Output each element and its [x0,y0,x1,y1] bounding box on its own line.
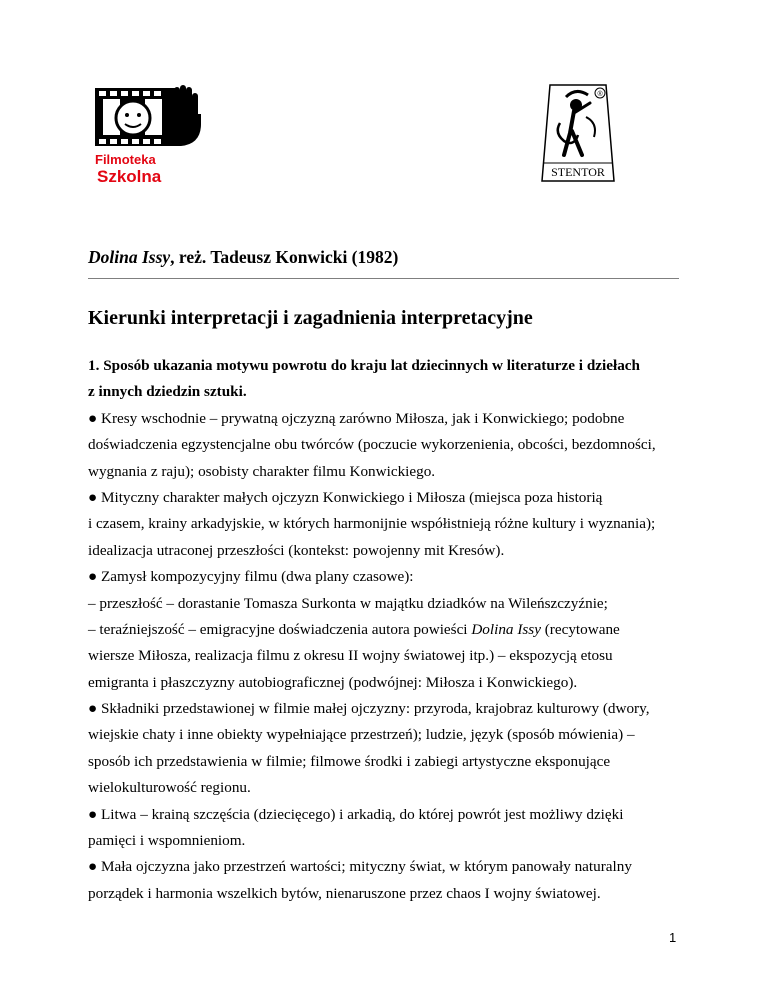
body-line: idealizacja utraconej przeszłości (kontekst: powojenny mit Kresów). [88,541,505,559]
filmoteka-szkolna-logo [93,84,205,192]
body-text: – teraźniejszość – emigracyjne doświadczenia autora powieści [88,620,472,638]
body-line: emigranta i płaszczyzny autobiograficznej (podwójnej: Miłosza i Konwickiego). [88,673,578,691]
body-line: doświadczenia egzystencjalne obu twórców (poczucie wykorzenienia, obcości, bezdomności, [88,436,656,454]
film-reel-hand-icon [93,84,205,192]
point-1-heading: 1. Sposób ukazania motywu powrotu do kraju lat dziecinnych w literaturze i dziełach [88,357,640,374]
body-line: ● Litwa – krainą szczęścia (dziecięcego) i arkadią, do której powrót jest możliwy dzięki [88,805,624,823]
film-director-year: , reż. Tadeusz Konwicki (1982) [170,247,399,267]
stentor-herald-icon [536,83,620,183]
body-line: sposób ich przedstawienia w filmie; filmowe środki i zabiegi artystyczne eksponujące [88,752,611,770]
body-line: ● Mityczny charakter małych ojczyzn Konwickiego i Miłosza (miejsca poza historią [88,488,603,506]
body-line: ● Kresy wschodnie – prywatną ojczyzną zarówno Miłosza, jak i Konwickiego; podobne [88,409,625,427]
document-body [88,353,680,907]
film-title: Dolina Issy [88,247,171,267]
body-line: porządek i harmonia wszelkich bytów, nienaruszone przez chaos I wojny światowej. [88,884,601,902]
body-line: ● Składniki przedstawionej w filmie małej ojczyzny: przyroda, krajobraz kulturowy (dwory, [88,700,650,718]
page-number: 1 [669,930,677,945]
body-line: – przeszłość – dorastanie Tomasza Surkonta w majątku dziadków na Wileńszczyźnie; [88,594,608,612]
logo-text-szkolna: Szkolna [97,167,162,186]
stentor-logo [536,83,620,183]
logo-text-stentor: STENTOR [551,165,605,179]
body-line [88,617,680,643]
document-title [88,247,398,268]
novel-title: Dolina Issy [471,620,541,638]
title-divider [88,278,679,279]
body-line: wygnania z raju); osobisty charakter filmu Konwickiego. [88,462,436,480]
logo-text-filmoteka: Filmoteka [95,152,156,167]
body-line: wielokulturowość regionu. [88,779,251,797]
body-line: i czasem, krainy arkadyjskie, w których harmonijnie współistnieją różne kultury i wyznania); [88,515,656,533]
body-line: ● Mała ojczyzna jako przestrzeń wartości; mityczny świat, w którym panowały naturalny [88,858,632,876]
body-line: wiersze Miłosza, realizacja filmu z okresu II wojny światowej itp.) – ekspozycją etosu [88,647,613,665]
body-line: wiejskie chaty i inne obiekty wypełniające przestrzeń); ludzie, język (sposób mówienia) – [88,726,635,744]
registered-mark: ® [597,91,603,98]
body-line: ● Zamysł kompozycyjny filmu (dwa plany czasowe): [88,568,414,586]
body-text: (recytowane [540,620,620,638]
section-heading: Kierunki interpretacji i zagadnienia interpretacyjne [88,307,533,329]
point-1-heading-cont: z innych dziedzin sztuki. [88,383,247,401]
body-line: pamięci i wspomnieniom. [88,832,246,850]
